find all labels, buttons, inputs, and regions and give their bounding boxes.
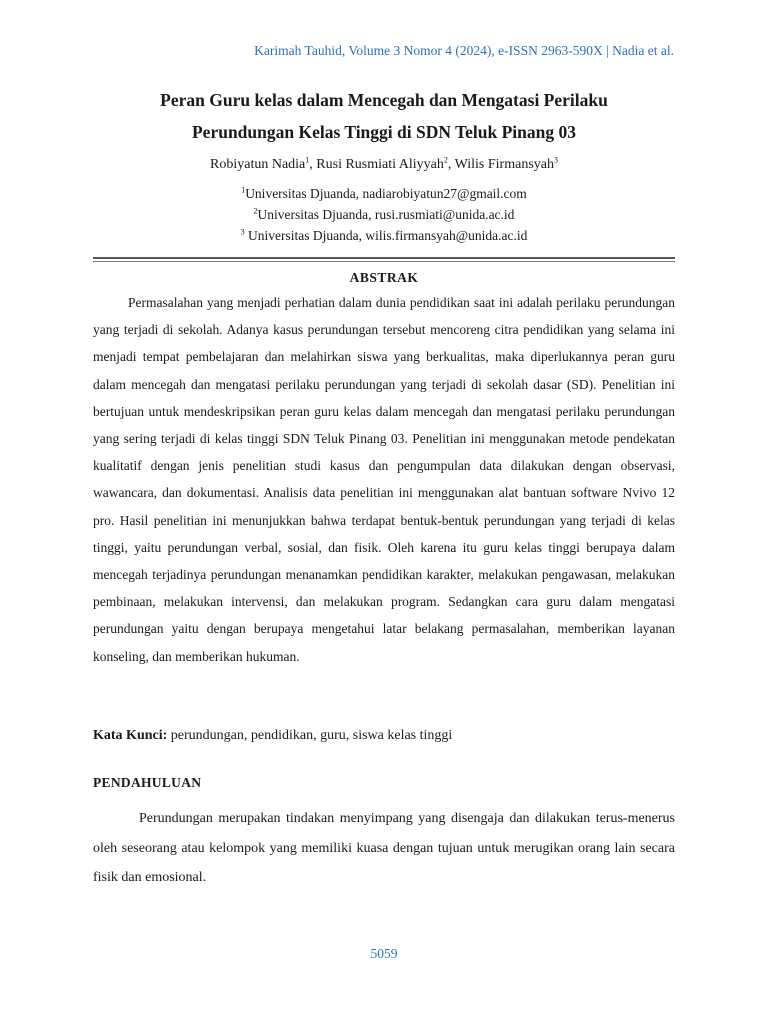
affiliation-3 (0, 228, 768, 244)
author-name: Wilis Firmansyah (454, 157, 554, 172)
keywords (93, 728, 675, 744)
divider-thin (93, 261, 675, 262)
affiliation-sup: 1 (241, 185, 246, 195)
author-sup: 1 (305, 155, 310, 165)
divider-thick (93, 257, 675, 259)
affiliation-2 (0, 207, 768, 223)
abstract-heading: ABSTRAK (349, 270, 419, 285)
keywords-text: perundungan, pendidikan, guru, siswa kelas tinggi (167, 728, 453, 743)
article-title-line-2: Perundungan Kelas Tinggi di SDN Teluk Pinang 03 (191, 122, 576, 142)
author-sup: 2 (443, 155, 448, 165)
page-number: 5059 (370, 946, 398, 961)
author-name: Rusi Rusmiati Aliyyah (316, 157, 444, 172)
author-list: Robiyatun Nadia$^1$, Rusi Rusmiati Aliyyah$^2$, Wilis Firmansyah$^3$ (210, 155, 558, 172)
author-name: Robiyatun Nadia (210, 157, 306, 172)
affiliation-text: Universitas Djuanda, rusi.rusmiati@unida.ac.id (257, 207, 515, 222)
affiliation-sup: 3 (240, 227, 245, 237)
article-title-line-1: Peran Guru kelas dalam Mencegah dan Mengatasi Perilaku (160, 90, 608, 110)
keywords-label: Kata Kunci: (93, 728, 168, 743)
affiliation-sup: 2 (253, 206, 258, 216)
introduction-body: Perundungan merupakan tindakan menyimpang yang disengaja dan dilakukan terus-menerus oleh seseorang atau kelompok yang memiliki kuasa dengan tujuan untuk merugikan orang lain secara fisik dan emosional. (93, 811, 675, 885)
section-heading-introduction: PENDAHULUAN (93, 775, 202, 790)
running-header: Karimah Tauhid, Volume 3 Nomor 4 (2024), e-ISSN 2963-590X | Nadia et al. (254, 43, 674, 58)
affiliation-1 (0, 186, 768, 202)
abstract-body: Permasalahan yang menjadi perhatian dalam dunia pendidikan saat ini adalah perilaku perundungan yang terjadi di sekolah. Adanya kasus perundungan tersebut mencoreng citra pendidikan yang selama ini menjadi tempat pembelajaran dan melahirkan siswa yang berkualitas, maka diperlukannya peran guru dalam mencegah dan mengatasi perilaku perundungan yang terjadi di sekolah dasar (SD). Penelitian ini bertujuan untuk mendeskripsikan peran guru kelas dalam mencegah dan mengatasi perilaku perundungan yang sering terjadi di kelas tinggi SDN Teluk Pinang 03. Penelitian ini menggunakan metode pendekatan kualitatif dengan jenis penelitian studi kasus dan pengumpulan data dilakukan dengan observasi, wawancara, dan dokumentasi. Analisis data penelitian ini menggunakan alat bantuan software Nvivo 12 pro. Hasil penelitian ini menunjukkan bahwa terdapat bentuk-bentuk perundungan yang terjadi di kelas tinggi, yaitu perundungan verbal, sosial, dan fisik. Oleh karena itu guru kelas tinggi berupaya dalam mencegah terjadinya perundungan menanamkan pendidikan karakter, melakukan pengawasan, melakukan pembinaan, melakukan intervensi, dan melakukan program. Sedangkan cara guru dalam mengatasi perundungan yaitu dengan berupaya mengetahui latar belakang permasalahan, memberikan layanan konseling, dan memberikan hukuman. (93, 295, 675, 664)
author-sup: 3 (553, 155, 558, 165)
affiliation-text: Universitas Djuanda, wilis.firmansyah@unida.ac.id (244, 228, 528, 243)
affiliation-text: Universitas Djuanda, nadiarobiyatun27@gmail.com (245, 186, 527, 201)
